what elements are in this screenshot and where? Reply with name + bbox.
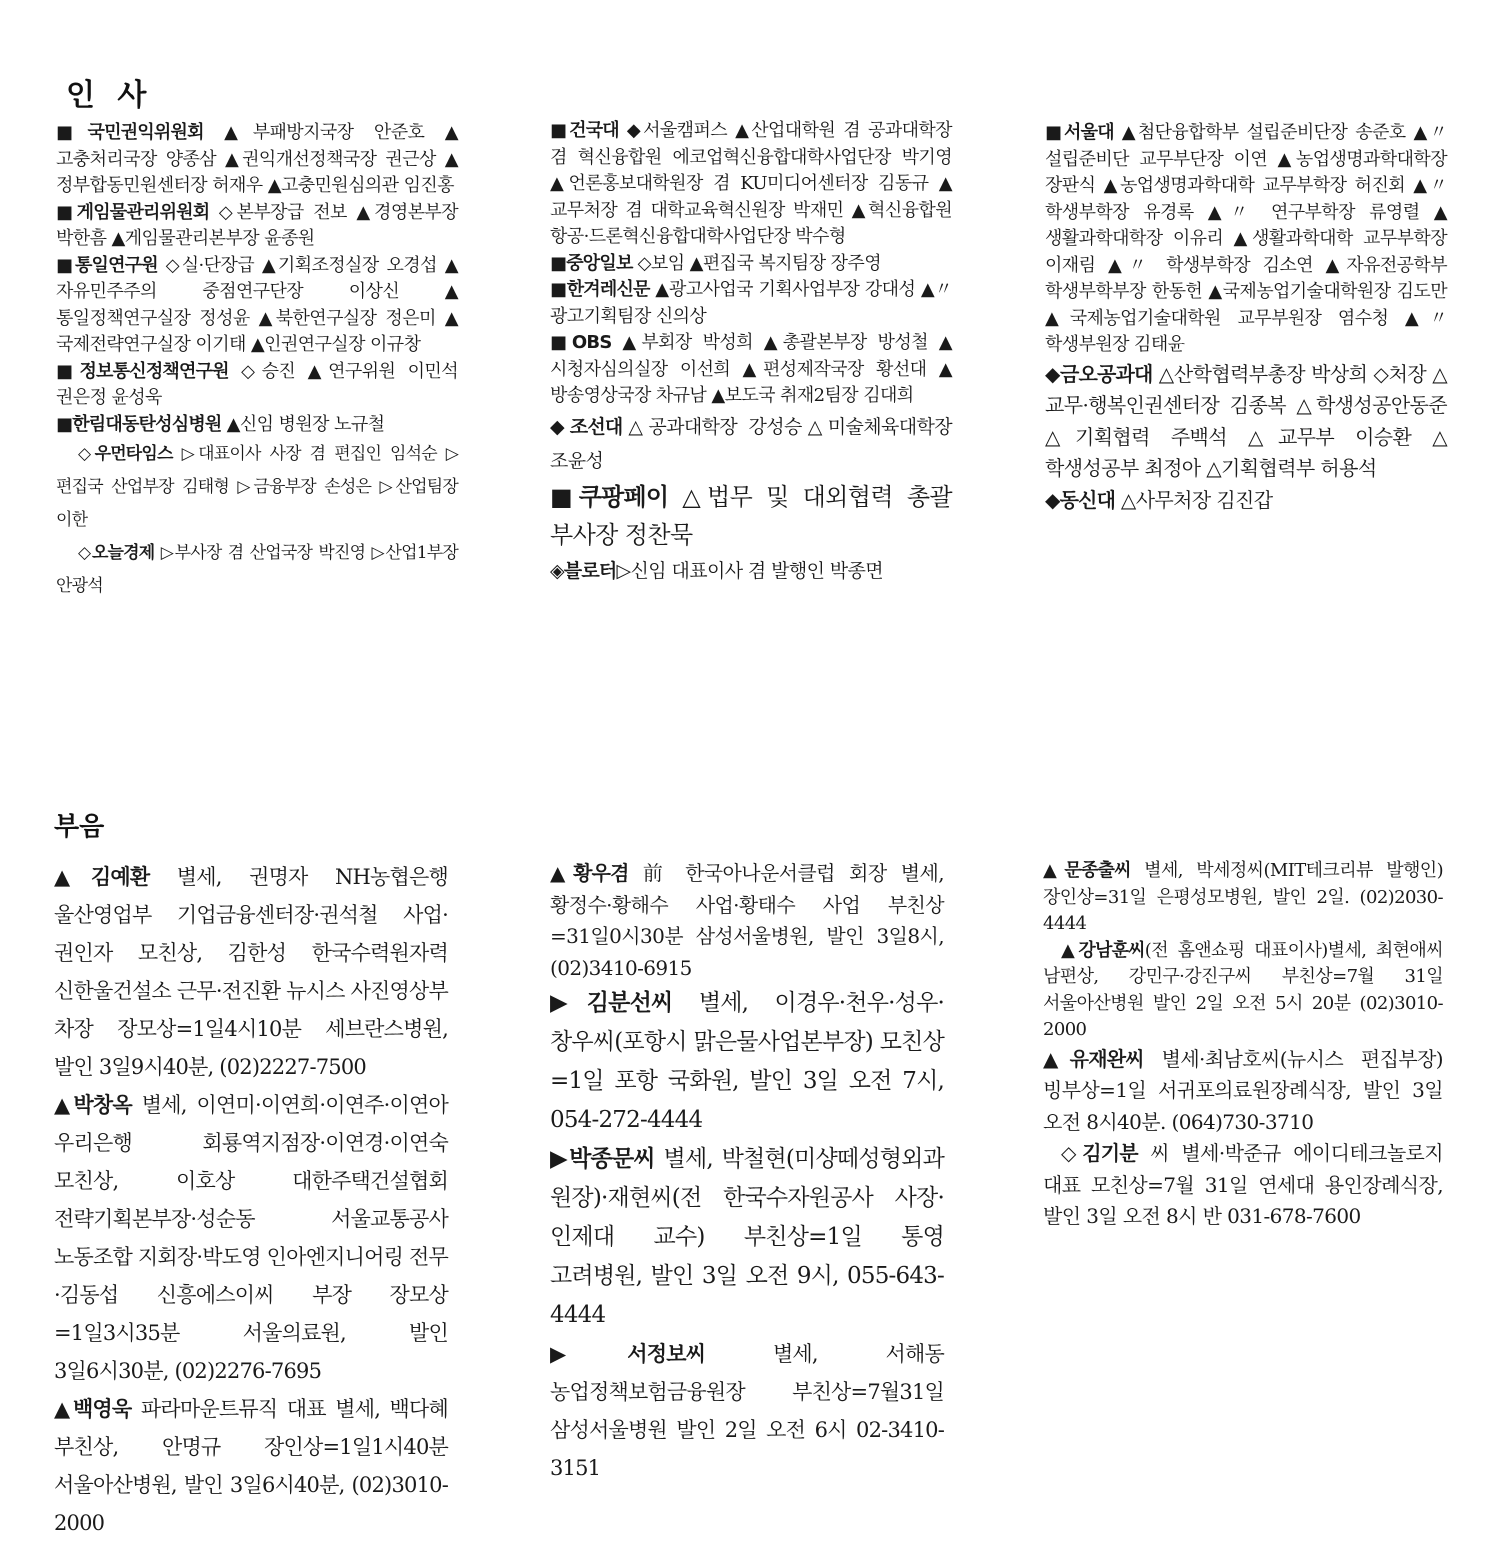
insa-entry: [56, 359, 458, 412]
entry-text: ▲광고사업국 기획사업부장 강대성 ▲〃 광고기획팀장 신의상: [550, 279, 952, 327]
bueum-column-2: [550, 858, 944, 1487]
insa-entry: [1045, 120, 1447, 359]
org-name: ■한겨레신문: [550, 279, 650, 300]
insa-entry: [550, 118, 952, 251]
deceased-name: ▲김예환: [54, 865, 150, 889]
entry-text: 별세, 이연미·이연희·이연주·이연아 우리은행 회룡역지점장·이연경·이연숙 모친상, 이호상 대한주택건설협회 전략기획본부장·성순동 서울교통공사 노동조합 지회장·박도영 인아엔지니어링 전무·김동섭 신흥에스이씨 부장 장모상=1일3시35분 서울의료원, 발인 3일6시30분, (02)2276-7695: [54, 1093, 448, 1383]
org-name: ■건국대: [550, 120, 619, 141]
entry-text: ▷신임 대표이사 겸 발행인 박종면: [616, 559, 884, 582]
org-name: ■국민권익위원회: [56, 122, 204, 143]
deceased-name: ▶박종문씨: [550, 1146, 655, 1172]
section-title-insa: 인 사: [66, 78, 153, 113]
org-name: ■정보통신정책연구원: [56, 360, 229, 382]
obituary-entry: [550, 984, 944, 1140]
entry-text: 별세, 박철현(미샹떼성형외과 원장)·재현씨(전 한국수자원공사 사장·인제대 교수) 부친상=1일 통영 고려병원, 발인 3일 오전 9시, 055-643-4444: [550, 1146, 944, 1328]
insa-entry: [56, 537, 458, 603]
obituary-entry: [1043, 938, 1443, 1044]
insa-entry: [56, 253, 458, 359]
org-name: ◆동신대: [1045, 487, 1116, 512]
entry-text: ◇본부장급 전보 ▲경영본부장 박한흠 ▲게임물관리본부장 윤종원: [56, 201, 458, 249]
entry-text: ▷부사장 겸 산업국장 박진영 ▷산업1부장 안광석: [56, 543, 458, 596]
obituary-entry: [1043, 1044, 1443, 1139]
obituary-entry: [54, 1086, 448, 1390]
insa-column-3: [1045, 120, 1447, 516]
entry-text: 별세, 이경우·천우·성우·창우씨(포항시 맑은물사업본부장) 모친상=1일 포항 국화원, 발인 3일 오전 7시, 054-272-4444: [550, 990, 944, 1133]
org-name: ■서울대: [1045, 122, 1114, 143]
entry-text: ▲첨단융합학부 설립준비단장 송준호 ▲〃 설립준비단 교무부단장 이연 ▲농업생명과학대학장 장판식 ▲농업생명과학대학 교무부학장 허진회 ▲〃 학생부학장 유경록 ▲〃 연구부학장 류영렬 ▲생활과학대학장 이유리 ▲생활과학대학 교무부학장 이재림 ▲〃 학생부학장 김소연 ▲자유전공학부 학생부학부장 한동헌 ▲국제농업기술대학원장 김도만 ▲국제농업기술대학원 교무부원장 염수청 ▲〃 학생부원장 김태윤: [1045, 122, 1447, 355]
entry-text: ▷대표이사 사장 겸 편집인 임석순 ▷편집국 산업부장 김태형 ▷금융부장 손성은 ▷산업팀장 이한: [56, 444, 458, 530]
entry-text: 씨 별세·박준규 에이디테크놀로지 대표 모친상=7월 31일 연세대 용인장례식장, 발인 3일 오전 8시 반 031-678-7600: [1043, 1141, 1443, 1228]
entry-text: △산학협력부총장 박상희 ◇처장 △교무·행복인권센터장 김종복 △학생성공안동준 △기획협력 주백석 △교무부 이승환 △학생성공부 최정아 △기획협력부 허용석: [1045, 361, 1448, 480]
deceased-name: ▲박창옥: [54, 1093, 132, 1117]
entry-text: ▲신임 병원장 노규철: [221, 413, 385, 435]
insa-entry: [550, 251, 952, 278]
entry-text: 별세, 박세정씨(MIT테크리뷰 발행인) 장인상=31일 은평성모병원, 발인 2일. (02)2030-4444: [1043, 860, 1443, 934]
deceased-name: ▲문종출씨: [1043, 860, 1131, 881]
entry-text: ▲부패방지국장 안준호 ▲고충처리국장 양종삼 ▲권익개선정책국장 권근상 ▲정부합동민원센터장 허재우 ▲고충민원심의관 임진홍: [56, 122, 458, 196]
org-name: ◆조선대: [550, 415, 623, 438]
entry-text: 별세·최남호씨(뉴시스 편집부장) 빙부상=1일 서귀포의료원장례식장, 발인 3일 오전 8시40분. (064)730-3710: [1043, 1046, 1443, 1134]
entry-text: 前 한국아나운서클럽 회장 별세, 황정수·황해수 사업·황태수 사업 부친상=31일0시30분 삼성서울병원, 발인 3일8시, (02)3410-6915: [550, 861, 944, 980]
insa-entry: [550, 478, 952, 554]
insa-entry: [56, 200, 458, 253]
deceased-name: ▲백영욱: [54, 1397, 132, 1421]
bueum-column-3: [1043, 858, 1443, 1233]
insa-entry: [1045, 485, 1447, 517]
insa-entry: [56, 412, 458, 439]
org-name: ■중앙일보: [550, 252, 633, 274]
obituary-entry: [54, 858, 448, 1086]
obituary-entry: [550, 1140, 944, 1335]
obituary-entry: [550, 858, 944, 984]
insa-entry: [550, 330, 952, 410]
deceased-name: ▲황우겸: [550, 861, 629, 885]
org-name: ◆금오공과대: [1045, 361, 1153, 386]
obituary-entry: [54, 1390, 448, 1542]
org-name: ◇오늘경제: [78, 543, 155, 563]
insa-entry: [550, 410, 952, 478]
org-name: ◈블로터: [550, 559, 617, 582]
obituary-entry: [1043, 858, 1443, 938]
deceased-name: ◇김기분: [1061, 1141, 1138, 1165]
entry-text: ◆서울캠퍼스 ▲산업대학원 겸 공과대학장 겸 혁신융합원 에코업혁신융합대학사업단장 박기영 ▲언론홍보대학원장 겸 KU미디어센터장 김동규 ▲교무처장 겸 대학교육혁신원장 박재민 ▲혁신융합원 항공·드론혁신융합대학사업단장 박수형: [550, 120, 952, 247]
insa-entry: [56, 120, 458, 200]
insa-column-2: [550, 118, 952, 588]
insa-column-1: [56, 120, 458, 603]
deceased-name: ▲강남훈씨: [1061, 939, 1145, 961]
entry-text: ◇실·단장급 ▲기획조정실장 오경섭 ▲자유민주주의 중점연구단장 이상신 ▲통일정책연구실장 정성윤 ▲북한연구실장 정은미 ▲국제전략연구실장 이기태 ▲인권연구실장 이규창: [56, 254, 458, 355]
org-name: ■쿠팡페이: [550, 482, 669, 511]
org-name: ■통일연구원: [56, 254, 158, 276]
bueum-column-1: [54, 858, 448, 1542]
deceased-name: ▶김분선씨: [550, 990, 673, 1016]
entry-text: ◇승진 ▲연구위원 이민석 권은정 윤성욱: [56, 360, 458, 408]
obituary-entry: [550, 1335, 944, 1487]
entry-text: (전 홈앤쇼핑 대표이사)별세, 최현애씨 남편상, 강민구·강진구씨 부친상=7월 31일 서울아산병원 발인 2일 오전 5시 20분 (02)3010-2000: [1043, 939, 1443, 1040]
entry-text: 별세, 권명자 NH농협은행 울산영업부 기업금융센터장·권석철 사업·권인자 모친상, 김한성 한국수력원자력 신한울건설소 근무·전진환 뉴시스 사진영상부 차장 장모상=1일4시10분 세브란스병원, 발인 3일9시40분, (02)2227-7500: [54, 865, 449, 1079]
insa-entry: [1045, 359, 1447, 485]
deceased-name: ▲유재완씨: [1043, 1046, 1144, 1071]
entry-text: 파라마운트뮤직 대표 별세, 백다혜 부친상, 안명규 장인상=1일1시40분 서울아산병원, 발인 3일6시40분, (02)3010-2000: [54, 1397, 449, 1535]
insa-entry: [56, 438, 458, 537]
entry-text: △법무 및 대외협력 총괄 부사장 정찬묵: [550, 482, 952, 549]
entry-text: ▲부회장 박성희 ▲총괄본부장 방성철 ▲시청자심의실장 이선희 ▲편성제작국장 황선대 ▲방송영상국장 차규남 ▲보도국 취재2팀장 김대희: [550, 332, 952, 406]
entry-text: 별세, 서해동 농업정책보험금융원장 부친상=7월31일 삼성서울병원 발인 2일 오전 6시 02-3410-3151: [550, 1342, 945, 1480]
deceased-name: ▶서정보씨: [550, 1342, 706, 1366]
org-name: ■게임물관리위원회: [56, 201, 210, 223]
org-name: ◇우먼타임스: [78, 444, 173, 464]
entry-text: △사무처장 김진갑: [1115, 487, 1273, 512]
section-title-bueum: 부음: [54, 812, 105, 842]
insa-entry: [550, 277, 952, 330]
entry-text: △공과대학장 강성승△미술체육대학장 조윤성: [550, 415, 952, 472]
obituary-entry: [1043, 1138, 1443, 1233]
org-name: ■한림대동탄성심병원: [56, 413, 222, 435]
org-name: ■OBS: [550, 332, 612, 353]
entry-text: ◇보임 ▲편집국 복지팀장 장주영: [632, 252, 881, 274]
insa-entry: [550, 554, 952, 588]
